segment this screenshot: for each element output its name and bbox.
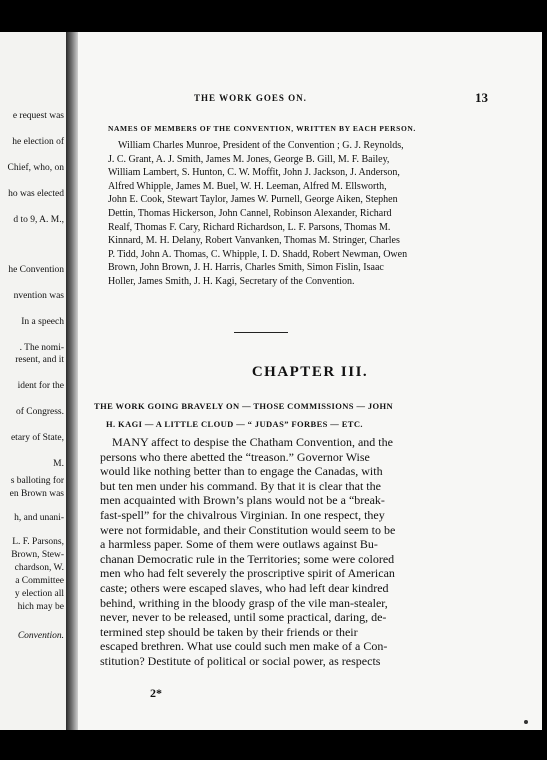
running-head: THE WORK GOES ON.: [194, 93, 307, 103]
left-page-line: etary of State,: [10, 433, 64, 443]
body-line: a harmless paper. Some of them were outlaws against Bu-: [100, 537, 378, 552]
body-line: fast-spell” for the chivalrous Virginian. In one respect, they: [100, 507, 385, 522]
body-paragraph: [100, 435, 506, 669]
left-page-line: he election of: [12, 137, 64, 147]
names-line: Kinnard, M. H. Delany, Robert Vanvanken, Thomas M. Stringer, Charles: [108, 235, 400, 247]
left-page-line: Convention.: [17, 631, 64, 641]
names-line: Dettin, Thomas Hickerson, John Cannel, Robinson Alexander, Richard: [108, 207, 392, 219]
section-divider: [234, 332, 288, 333]
names-line: J. C. Grant, A. J. Smith, James M. Jones, George B. Gill, M. F. Bailey,: [108, 153, 390, 165]
names-line: William Lambert, S. Hunton, C. W. Moffit, John J. Jackson, J. Anderson,: [108, 167, 400, 179]
chapter-summary-line: THE WORK GOING BRAVELY ON — THOSE COMMISSIONS — JOHN: [94, 401, 394, 411]
ink-speck: [524, 720, 528, 724]
left-page-line: of Congress.: [15, 407, 64, 417]
left-page-line: h, and unani-: [14, 513, 64, 523]
left-page-line: resent, and it: [15, 355, 64, 365]
names-line: John E. Cook, Stewart Taylor, James W. Purnell, George Aiken, Stephen: [108, 194, 398, 206]
left-page-line: hich may be: [17, 602, 64, 612]
left-page-line: chardson, W.: [14, 563, 64, 573]
signature-mark: 2*: [150, 686, 162, 700]
body-line: stitution? Destitute of political or social power, as respects: [100, 653, 381, 668]
body-line: were not formidable, and their Constitution would seem to be: [100, 522, 396, 537]
left-page-line: Brown, Stew-: [11, 550, 64, 560]
left-page-line: he Convention: [8, 265, 64, 275]
body-line: behind, writhing in the bloody grasp of the vile man-stealer,: [100, 595, 388, 610]
book-gutter: [66, 32, 78, 730]
left-page-line: In a speech: [21, 317, 64, 327]
chapter-title: CHAPTER III.: [251, 364, 369, 380]
names-line: Brown, John Brown, J. H. Harris, Charles Smith, Simon Fislin, Isaac: [108, 262, 384, 274]
left-page-line: ident for the: [17, 381, 64, 391]
body-line: chanan Democratic rule in the Territories; some were colored: [100, 551, 395, 566]
left-page-line: L. F. Parsons,: [12, 537, 64, 547]
page-header: [194, 90, 488, 106]
body-line: men acquainted with Brown’s plans would not be a “break-: [100, 493, 385, 508]
body-line: caste; others were escaped slaves, who had left dear kindred: [100, 580, 389, 595]
left-page-line: y election all: [14, 589, 64, 599]
right-page: [78, 32, 542, 730]
names-line: Alfred Whipple, James M. Buel, W. H. Leeman, Alfred M. Ellsworth,: [108, 180, 387, 192]
left-page-line: a Committee: [15, 576, 64, 586]
left-page-line: s balloting for: [10, 476, 64, 486]
body-line: MANY affect to despise the Chatham Convention, and the: [112, 435, 393, 449]
chapter-summary-line: H. KAGI — A LITTLE CLOUD — “ JUDAS” FORBES — ETC.: [106, 419, 363, 429]
page-number: 13: [475, 90, 488, 105]
left-page-line: ho was elected: [8, 189, 64, 199]
left-facing-page: [0, 32, 66, 730]
names-line: William Charles Munroe, President of the Convention ; G. J. Reynolds,: [118, 140, 404, 151]
left-page-line: e request was: [12, 111, 64, 121]
body-line: never, never to be released, until some practical, daring, de-: [100, 610, 387, 625]
names-line: Realf, Thomas F. Cary, Richard Richardson, L. F. Parsons, Thomas M.: [108, 221, 391, 233]
body-line: persons who there abetted the “treason.” Governor Wise: [100, 449, 370, 464]
body-line: but ten men under his command. By that it is clear that the: [100, 478, 381, 493]
left-page-line: M.: [53, 459, 64, 469]
body-line: termined step should be taken by their friends or their: [100, 624, 358, 639]
names-line: P. Tidd, John A. Thomas, C. Whipple, I. D. Shadd, Robert Newman, Owen: [108, 248, 408, 260]
left-page-line: . The nomi-: [19, 343, 64, 353]
body-line: escaped brethren. What use could such men make of a Con-: [100, 639, 388, 654]
chapter-summary: [94, 397, 506, 433]
names-line: Holler, James Smith, J. H. Kagi, Secretary of the Convention.: [108, 275, 355, 287]
left-page-line: d to 9, A. M.,: [13, 215, 64, 225]
body-line: would like nothing better than to engage the Canadas, with: [100, 464, 383, 479]
names-paragraph: [108, 139, 506, 289]
left-page-line: en Brown was: [9, 489, 64, 499]
body-line: men who had felt severely the proscriptive spirit of American: [100, 566, 395, 581]
names-heading: NAMES OF MEMBERS OF THE CONVENTION, WRITTEN BY EACH PERSON.: [108, 124, 416, 133]
left-page-line: nvention was: [13, 291, 64, 301]
left-page-line: Chief, who, on: [7, 163, 64, 173]
